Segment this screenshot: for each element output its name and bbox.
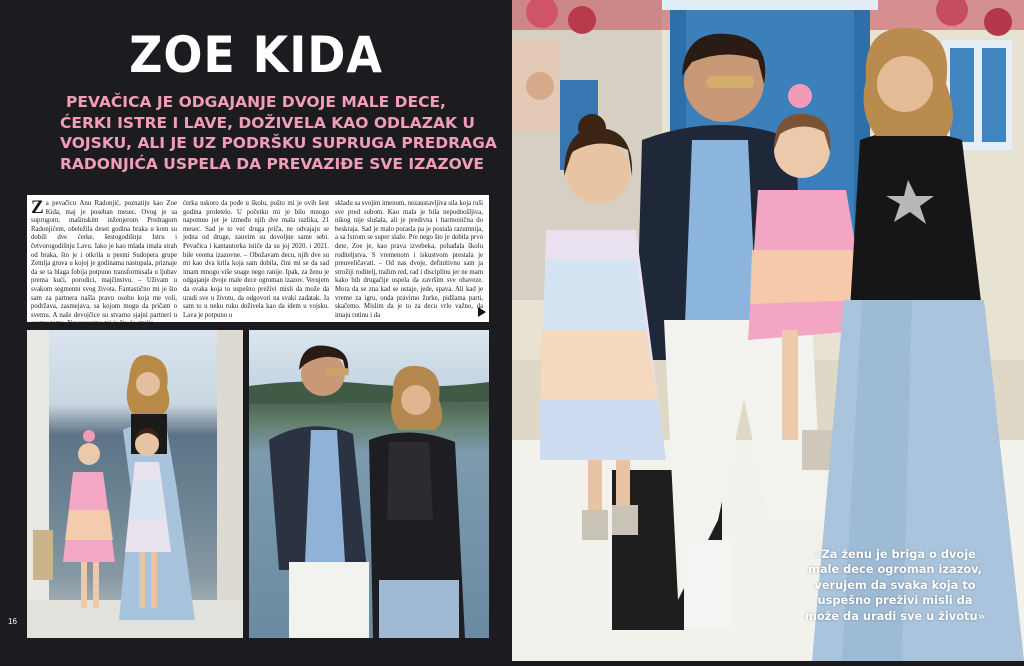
pull-quote [800,547,990,624]
article-body [27,195,489,328]
photo-mother-daughters-illustration [27,330,243,638]
pull-quote-line: «Za ženu je briga o dvoje [814,547,976,561]
pull-quote-line: uspešno preživi misli da [817,593,973,608]
subtitle-line: ĆERKI ISTRE I LAVE, DOŽIVELA KAO ODLAZAK U [60,113,475,132]
subtitle-line: VOJSKU, ALI JE UZ PODRŠKU SUPRUGA PREDRAGA [60,134,497,152]
pull-quote-line: može da uradi sve u životu» [805,608,985,623]
article-subtitle [60,92,497,174]
body-column-1 [31,197,177,328]
body-column-2: ćerka uskoro da pođe u školu, pošto mi je ovih šest godina proletelo. U početku mi je bilo mnogo napomno jer je između njih dve mala razlika, 21 mesec. Sad je to već druga priča, ne odvajaju se jedna od druge, zauvim su dovoljne same sebi. Pevačica i kantautorka ističe da su joj 2020. i 2021. bile veoma izazovne. – Obožavam decu, njih dve su mi kao dva krila koja sam dobila, čini mi se da sad imam mnogo više snage nego ranije. Ipak, za ženu je odgajanje dvoje male dece ogroman izazov. Verujem da svaka koja to uspešno preživi misli da može da uradi sve u životu, da odgovori na svaki zadatak. Ja sam to u neku ruku doživela kao da idem u vojsku. Lava je potpuno u [183,200,329,319]
photo-mother-daughters [27,330,243,638]
article-title: ZOE KIDA [129,26,383,84]
drop-cap: Z [31,197,44,218]
subtitle-line: PEVAČICA JE ODGAJANJE DVOJE MALE DECE, [66,93,446,111]
photo-couple [249,330,489,638]
photo-couple-illustration [249,330,489,638]
body-column-3: skladu sa svojim imenom, nezaustavljiva sila koja ruši sve pred sobom. Kao mala je bila nepodnošljiva, nikog nije slušala, ali je predivna i harmonična do beskraja. Sad je malo porasla pa je postala razumnija, a sa Istrom se super slaže. Pre nego što je dobila prvo dete, Zoe je, kao prava izvebeka, pohađala školu roditeljstva. S vremenom i iskustvom prestala je preuveličavati. – Od nas dvoje, definitivno sam ja strožiji roditelj, tražim red, rad i disciplinu jer ne mam kako bih drugačije uspela da završim sve obaveze. Mora da se zna kad se ustaje, jede, spava. Ali kad je vreme za igru, onda pravimo žurke, pidžama parti, skačemo. Mislim da je to za decu vrlo važno, da imaju rutinu i da [335,200,483,319]
body-text: a pevačicu Anu Radonjić, poznatiju kao Zoe Kida, maj je poseban mesec. Ovog je sa suprugom, mašinskim inženjerom Predragom Radonjićem, obeležila deset godina braka u kom su dobili dve ćerke, šestogodišnju Istru i četvorogodišnju Lavu. Iako je kao mlada imala strah od braka, što je i otkrila u pesmi Sudopera grupe Zemlja gruva u kojoj je godinama nastupala, priznaje da se ta blaga fobija potpuno transformisala u ljubav prema kući, porodici, majčinstvu. – Uživam u svakom segmentu svog života. Fantastično mi je što sam za partnera našla pravu osobu koja me voli, podržava, zasmejava, sa kojom mogu da pričam o svemu. A naše devojčice su stvarno sjajni partneri u svemu tome. Neverovatno mi je što će starija [31,200,177,328]
left-page [0,0,512,661]
subtitle-line: RADONJIĆA USPELA DA PREVAZIĐE SVE IZAZOVE [60,154,485,173]
continue-arrow-icon [478,307,486,317]
page-number: 16 [8,617,17,626]
pull-quote-line: verujem da svaka koja to [814,577,976,592]
pull-quote-line: male dece ogroman izazov, [807,562,983,577]
